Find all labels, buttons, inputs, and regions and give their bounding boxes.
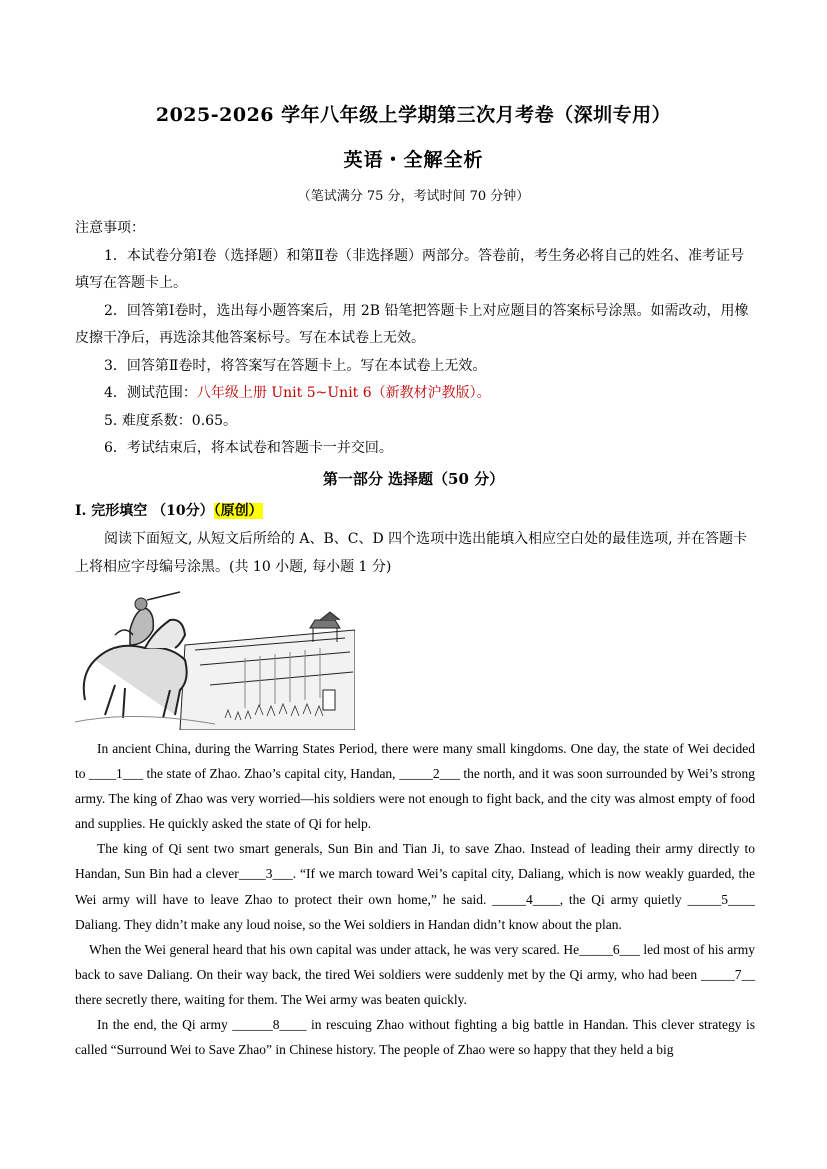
section-heading [75, 500, 263, 520]
notice-block [75, 215, 755, 463]
notice-heading: 注意事项： [75, 220, 145, 236]
passage-paragraph-3: When the Wei general heard that his own capital was under attack, he was very scared. He_____6___ led most of his army back to save Daliang. On their way back, the tired Wei soldiers were suddenly met by the Qi army, who had been _____7__ there secretly there, waiting for them. The Wei army was beaten quickly. [75, 941, 755, 1007]
notice-item-6: 6．考试结束后，将本试卷和答题卡一并交回。 [104, 440, 393, 456]
notice-item-4 [75, 380, 755, 408]
document-title: 2025-2026 学年八年级上学期第三次月考卷（深圳专用） [155, 104, 672, 126]
passage-paragraph-2: The king of Qi sent two smart generals, Sun Bin and Tian Ji, to save Zhao. Instead of leading their army directly to Handan, Sun Bin had a clever____3___. “If we march toward Wei’s capital city, Daliang, which is now weakly guarded, the Wei army will have to leave Zhao to protect their own home,” he said. _____4____, the Qi army quietly _____5____ Daliang. They didn’t make any loud noise, so the Wei soldiers in Handan didn’t know about the plan. [75, 841, 755, 932]
cloze-passage [75, 736, 755, 1062]
exam-info: （笔试满分 75 分，考试时间 70 分钟） [297, 189, 530, 204]
document-subtitle: 英语・全解全析 [343, 149, 484, 171]
notice-item-3: 3．回答第Ⅱ卷时，将答案写在答题卡上。写在本试卷上无效。 [104, 357, 487, 374]
passage-paragraph-1: In ancient China, during the Warring States Period, there were many small kingdoms. One day, the state of Wei decided to ____1___ the state of Zhao. Zhao’s capital city, Handan, _____2___ the north, and it was soon surrounded by Wei’s strong army. The king of Zhao was very worried—his soldiers were not enough to fight back, and the city was almost empty of food and supplies. He quickly asked the state of Qi for help. [75, 741, 755, 832]
test-range: 八年级上册 Unit 5~Unit 6（新教材沪教版）。 [196, 385, 491, 401]
notice-item-2: 2．回答第Ⅰ卷时，选出每小题答案后，用 2B 铅笔把答题卡上对应题目的答案标号涂黑。如需改动，用橡皮擦干净后，再选涂其他答案标号。写在本试卷上无效。 [75, 302, 749, 346]
passage-paragraph-4: In the end, the Qi army ______8____ in rescuing Zhao without fighting a big battle in Handan. This clever strategy is called “Surround Wei to Save Zhao” in Chinese history. The people of Zhao were so happy that they held a big [75, 1017, 755, 1058]
warring-states-illustration [75, 590, 355, 730]
section-label: I. 完形填空 （10分） [75, 503, 214, 519]
notice-item-1: 1．本试卷分第Ⅰ卷（选择题）和第Ⅱ卷（非选择题）两部分。答卷前，考生务必将自己的姓名、准考证号填写在答题卡上。 [75, 247, 744, 291]
section-instructions-block [75, 526, 755, 581]
notice-item-4-prefix: 4．测试范围： [104, 385, 197, 401]
original-tag: （原创） [213, 503, 263, 519]
notice-item-5: 5. 难度系数：0.65。 [104, 412, 237, 429]
part-title: 第一部分 选择题（50 分） [322, 470, 505, 488]
section-instructions: 阅读下面短文, 从短文后所给的 A、B、C、D 四个选项中选出能填入相应空白处的最佳选项, 并在答题卡上将相应字母编号涂黑。(共 10 小题, 每小题 1 分) [75, 531, 748, 575]
